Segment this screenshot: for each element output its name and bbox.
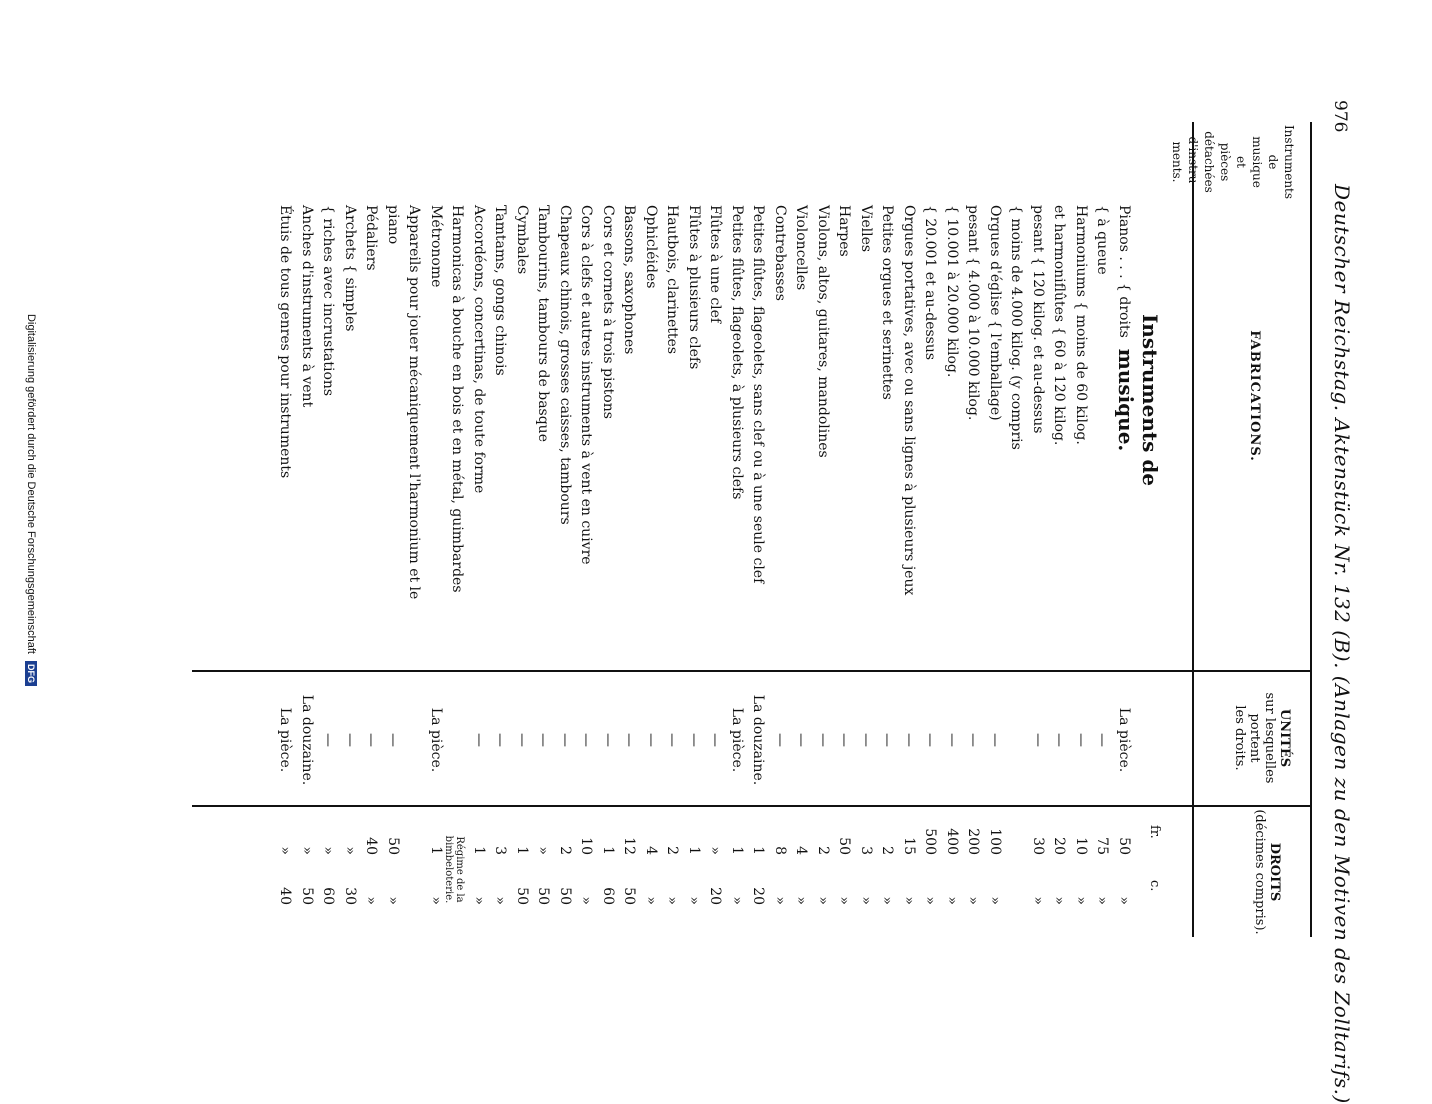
row-unit: La pièce. — [277, 707, 294, 773]
row-label: Chapeaux chinois, grosses caisses, tambours — [557, 205, 573, 525]
row-droit-centimes: 60 — [320, 887, 337, 905]
side-line: Instruments — [1282, 124, 1296, 200]
row-droit-centimes: 20 — [750, 887, 767, 905]
row-unit: — — [836, 733, 853, 747]
row-droit-francs: 1 — [750, 846, 767, 855]
row-unit: — — [879, 733, 896, 747]
row-droit-francs: 3 — [492, 846, 509, 855]
row-droit-centimes: » — [1030, 896, 1046, 905]
row-label: Pianos . . . { droits — [1116, 205, 1132, 338]
row-label: Cors et cornets à trois pistons — [600, 205, 616, 419]
table-row — [321, 205, 337, 935]
table-row — [772, 205, 788, 935]
row-droit-francs: 50 — [1116, 837, 1132, 855]
table-row — [428, 205, 444, 935]
table-row — [278, 205, 294, 935]
row-label: Petites flûtes, flageolets, sans clef ou à une seule clef — [750, 205, 767, 584]
row-droit-centimes: » — [793, 896, 810, 905]
side-line: détachées — [1202, 131, 1216, 193]
row-label: Appareils pour jouer mécaniquement l'harmonium et le — [406, 205, 423, 600]
row-unit: La pièce. — [1116, 707, 1132, 773]
table-row — [708, 205, 724, 935]
row-droit-centimes: » — [363, 896, 380, 905]
row-droit-centimes: 50 — [557, 887, 573, 905]
row-droit-francs: 2 — [664, 846, 681, 855]
row-label: Métronome — [428, 205, 444, 288]
side-line: ments. — [1170, 141, 1184, 183]
row-unit: — — [363, 733, 380, 747]
row-unit: — — [1030, 733, 1046, 747]
row-droit-francs: » — [342, 846, 358, 855]
table-row — [1116, 205, 1132, 935]
table-row — [665, 205, 681, 935]
row-droit-centimes: » — [385, 896, 401, 905]
row-label: { 20.001 et au-dessus — [922, 205, 939, 361]
row-droit-francs: » — [277, 846, 294, 855]
row-unit: — — [944, 733, 960, 747]
row-label: pesant { 4.000 à 10.000 kilog. — [965, 205, 982, 421]
row-unit: — — [815, 733, 831, 747]
side-line: et — [1234, 156, 1248, 168]
table-row — [622, 205, 638, 935]
side-line: musique — [1250, 136, 1264, 188]
row-label: Flûtes à une clef — [707, 205, 724, 324]
running-title: Deutscher Reichstag. Aktenstück Nr. 132 (B). (Anlagen zu den Motiven des Zolltarifs.) — [1330, 184, 1354, 1104]
row-droit-centimes: » — [1051, 896, 1068, 905]
row-unit: — — [1073, 733, 1089, 747]
table-row — [966, 205, 982, 935]
table-row — [1030, 205, 1046, 935]
row-droit-centimes: » — [729, 896, 745, 905]
table-row — [944, 205, 960, 935]
row-label: Accordéons, concertinas, de toute forme — [471, 205, 487, 494]
row-label: Tamtams, gongs chinois — [492, 205, 509, 376]
row-unit: — — [578, 733, 595, 747]
row-label: Harmonicas à bouche en bois et en métal, guimbardes — [449, 205, 466, 593]
table-row — [385, 205, 401, 935]
row-droit-francs: 200 — [965, 828, 982, 855]
row-droit-centimes: » — [643, 896, 659, 905]
row-droit-francs: 2 — [557, 846, 573, 855]
row-droit-centimes: » — [965, 896, 982, 905]
row-droit-francs: 8 — [772, 846, 788, 855]
row-droit-centimes: » — [901, 896, 917, 905]
table-row — [1073, 205, 1089, 935]
row-unit: — — [492, 733, 509, 747]
row-droit-francs: 100 — [987, 828, 1003, 855]
row-unit: — — [385, 733, 401, 747]
row-droit-centimes: » — [944, 896, 960, 905]
col-header-units — [1232, 672, 1292, 804]
row-droit-centimes: 40 — [277, 887, 294, 905]
row-droit-francs: 1 — [514, 846, 530, 855]
row-unit: — — [1094, 733, 1111, 747]
table-row — [579, 205, 595, 935]
units-line-2: sur lesquelles — [1262, 692, 1277, 784]
table-row — [407, 205, 423, 935]
row-unit: — — [514, 733, 530, 747]
row-unit: La pièce. — [729, 707, 745, 773]
row-droit-centimes: » — [858, 896, 874, 905]
row-droit-francs: 50 — [385, 837, 401, 855]
row-droit-francs: 400 — [944, 828, 960, 855]
row-droit-francs: 1 — [428, 846, 444, 855]
units-line-4: les droits. — [1232, 705, 1247, 771]
row-droit-centimes: » — [1094, 896, 1111, 905]
row-droit-francs: 50 — [836, 837, 853, 855]
table-head-rule — [1192, 122, 1194, 937]
row-droit-centimes: 60 — [600, 887, 616, 905]
row-droit-francs: 4 — [793, 846, 810, 855]
table-row — [880, 205, 896, 935]
row-label: Petites orgues et serinettes — [879, 205, 896, 400]
units-line-3: portent — [1247, 713, 1262, 763]
table-row — [514, 205, 530, 935]
row-droit-francs: 20 — [1051, 837, 1068, 855]
row-droit-centimes: » — [772, 896, 788, 905]
table-row — [342, 205, 358, 935]
row-label: Contrebasses — [772, 205, 788, 301]
table-row — [901, 205, 917, 935]
row-droit-centimes: » — [815, 896, 831, 905]
row-droit-francs: 3 — [858, 846, 874, 855]
row-label: Vielles — [858, 205, 874, 253]
row-unit: — — [320, 733, 337, 747]
row-droit-centimes: 50 — [535, 887, 552, 905]
table-row — [1009, 205, 1025, 935]
page-header — [1320, 100, 1354, 1104]
section-title: Instruments de musique. — [1114, 313, 1162, 487]
row-droit-francs: 2 — [815, 846, 831, 855]
row-unit: — — [793, 733, 810, 747]
row-unit: La pièce. — [428, 707, 444, 773]
row-unit: — — [858, 733, 874, 747]
row-label: Harpes — [836, 205, 853, 257]
row-droit-centimes: » — [471, 896, 487, 905]
currency-c: c. — [1147, 880, 1162, 892]
row-label: { à queue — [1094, 205, 1111, 275]
row-unit: — — [686, 733, 702, 747]
row-unit: — — [987, 733, 1003, 747]
droits-line-1: DROITS — [1267, 842, 1282, 902]
row-label: Petites flûtes, flageolets, à plusieurs clefs — [729, 205, 745, 500]
row-unit: — — [342, 733, 358, 747]
row-droit-centimes: » — [428, 896, 444, 905]
row-droit-francs: 15 — [901, 837, 917, 855]
row-droit-francs: » — [707, 846, 724, 855]
row-droit-francs: 10 — [1073, 837, 1089, 855]
col-header-fabrications: FABRICATIONS. — [1247, 330, 1262, 462]
row-label: Cors à clefs et autres instruments à vent en cuivre — [578, 205, 595, 565]
droits-line-2: (décimes compris). — [1252, 809, 1267, 935]
side-line: d'instru- — [1186, 136, 1200, 188]
row-unit: — — [471, 733, 487, 747]
row-unit: — — [600, 733, 616, 747]
row-droit-centimes: » — [664, 896, 681, 905]
row-unit: — — [535, 733, 552, 747]
row-droit-centimes: » — [1116, 896, 1132, 905]
row-droit-francs: » — [320, 846, 337, 855]
row-unit: — — [621, 733, 638, 747]
row-label: Violoncelles — [793, 205, 810, 291]
side-line: pièces — [1218, 142, 1232, 182]
row-droit-francs: 1 — [729, 846, 745, 855]
row-droit-centimes: 50 — [621, 887, 638, 905]
row-droit-centimes: 50 — [299, 887, 315, 905]
table-row — [837, 205, 853, 935]
row-label: Ophicléides — [643, 205, 659, 289]
table-row — [557, 205, 573, 935]
table-row — [751, 205, 767, 935]
row-unit: La douzaine. — [750, 694, 767, 786]
table-row — [923, 205, 939, 935]
row-droit-francs: 500 — [922, 828, 939, 855]
table-row — [858, 205, 874, 935]
table-row — [729, 205, 745, 935]
row-droit-francs: » — [299, 846, 315, 855]
row-label: Harmoniums { moins de 60 kilog. — [1073, 205, 1089, 445]
row-label: { riches avec incrustations — [320, 205, 337, 397]
row-droit-francs: 1 — [471, 846, 487, 855]
row-droit-centimes: 50 — [514, 887, 530, 905]
table-row — [493, 205, 509, 935]
dfg-logo: DFG — [25, 661, 37, 686]
row-label: Violons, altos, guitares, mandolines — [815, 205, 831, 458]
row-unit: — — [901, 733, 917, 747]
side-line: de — [1266, 154, 1280, 170]
row-droit-centimes: 20 — [707, 887, 724, 905]
row-droit-francs: 40 — [363, 837, 380, 855]
row-unit: — — [772, 733, 788, 747]
row-droit-francs: 1 — [600, 846, 616, 855]
page-number: 976 — [1330, 100, 1350, 133]
table-row — [471, 205, 487, 935]
table-row — [643, 205, 659, 935]
table-row — [443, 205, 466, 935]
row-label: Bassons, saxophones — [621, 205, 638, 355]
row-unit: — — [965, 733, 982, 747]
table-row — [1052, 205, 1068, 935]
side-category — [1169, 122, 1297, 202]
row-droit-centimes: » — [836, 896, 853, 905]
col-header-droits — [1252, 807, 1282, 937]
row-label: Orgues portatives, avec ou sans lignes à plusieurs jeux — [901, 205, 917, 596]
row-droit-francs: Régime de la bimbeloterie. — [443, 835, 466, 904]
row-droit-francs: 2 — [879, 846, 896, 855]
row-droit-francs: 12 — [621, 837, 638, 855]
row-droit-centimes: » — [987, 896, 1003, 905]
row-label: Archets { simples — [342, 205, 358, 332]
row-label: Flûtes à plusieurs clefs — [686, 205, 702, 370]
table-row — [536, 205, 552, 935]
row-droit-centimes: » — [492, 896, 509, 905]
row-droit-francs: 10 — [578, 837, 595, 855]
row-droit-centimes: » — [1073, 896, 1089, 905]
row-label: Tambourins, tambours de basque — [535, 205, 552, 442]
row-unit: — — [557, 733, 573, 747]
row-label: Orgues d'église { l'emballage) — [987, 205, 1003, 421]
table-row — [987, 205, 1003, 935]
row-label: et harmoniflûtes { 60 à 120 kilog. — [1051, 205, 1068, 446]
table-row — [364, 205, 380, 935]
row-label: Anches d'instruments à vent — [299, 205, 315, 408]
table-row — [686, 205, 702, 935]
row-unit: — — [643, 733, 659, 747]
row-label: { moins de 4.000 kilog. (y compris — [1008, 205, 1025, 450]
row-label: { 10.001 à 20.000 kilog. — [944, 205, 960, 378]
row-label: Étuis de tous genres pour instruments — [277, 205, 294, 479]
table-row — [299, 205, 315, 935]
row-droit-centimes: 30 — [342, 887, 358, 905]
row-unit: — — [922, 733, 939, 747]
row-unit: — — [707, 733, 724, 747]
row-label: Pédaliers — [363, 205, 380, 271]
digitization-note — [25, 20, 37, 980]
row-droit-centimes: » — [686, 896, 702, 905]
table-row — [1095, 205, 1111, 935]
table-top-rule — [1310, 122, 1312, 937]
row-droit-francs: 4 — [643, 846, 659, 855]
row-droit-francs: 1 — [686, 846, 702, 855]
row-label: pesant { 120 kilog. et au-dessus — [1030, 205, 1046, 434]
row-unit: — — [664, 733, 681, 747]
row-unit: — — [1051, 733, 1068, 747]
row-droit-centimes: » — [578, 896, 595, 905]
row-droit-francs: 30 — [1030, 837, 1046, 855]
table-row — [815, 205, 831, 935]
row-label: Cymbales — [514, 205, 530, 275]
row-droit-centimes: » — [922, 896, 939, 905]
row-label: piano — [385, 205, 401, 245]
digitization-text: Digitalisierung gefördert durch die Deutsche Forschungsgemeinschaft — [25, 313, 37, 654]
row-unit: La douzaine. — [299, 694, 315, 786]
row-droit-centimes: » — [879, 896, 896, 905]
units-line-1: UNITÉS — [1277, 708, 1292, 768]
table-row — [600, 205, 616, 935]
table-row — [794, 205, 810, 935]
currency-fr: fr. — [1147, 825, 1162, 839]
row-label: Hautbois, clarinettes — [664, 205, 681, 355]
row-droit-francs: » — [535, 846, 552, 855]
row-droit-francs: 75 — [1094, 837, 1111, 855]
